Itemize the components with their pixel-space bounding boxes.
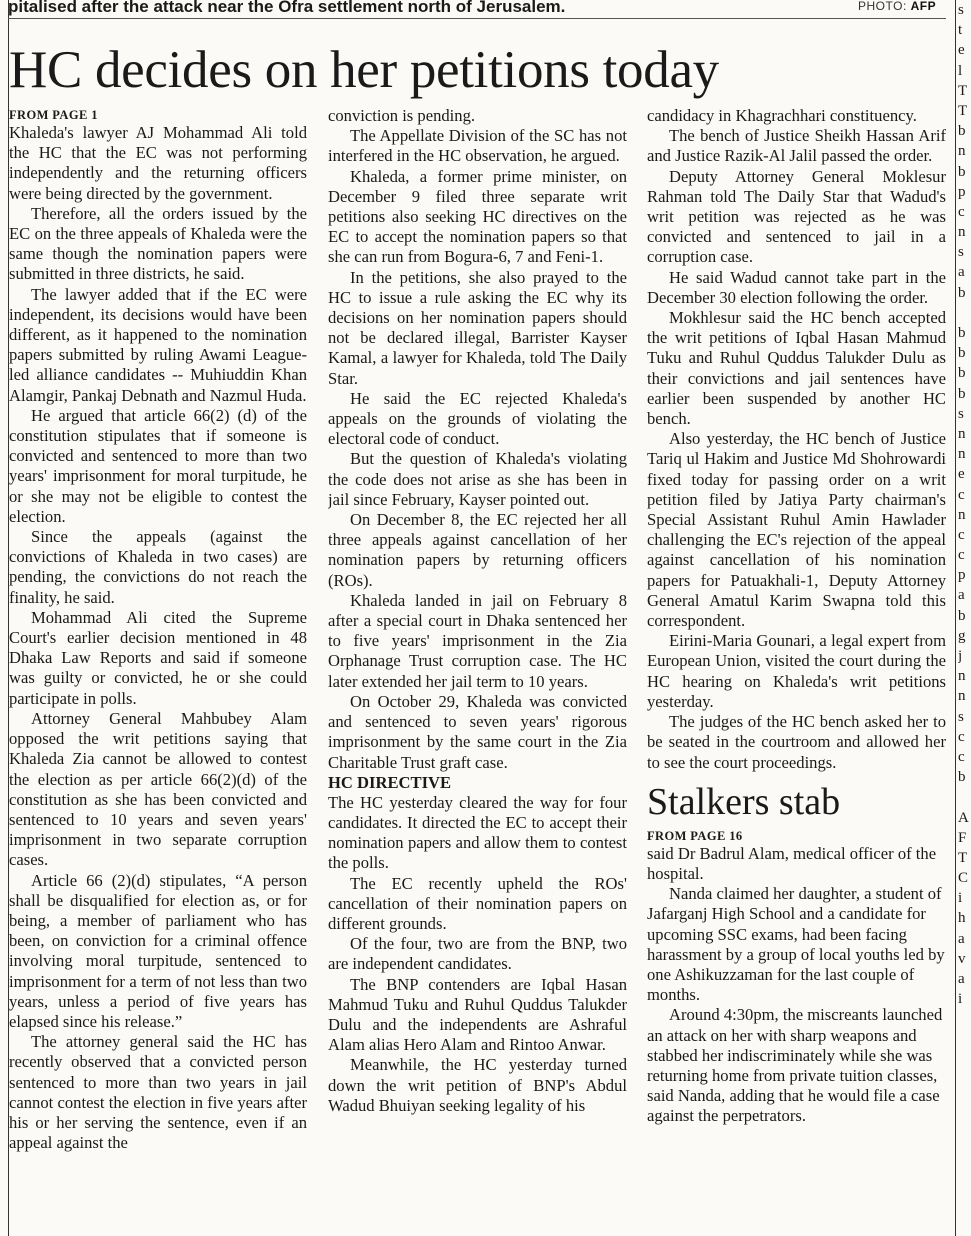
fragment-letter: n	[958, 224, 966, 241]
fragment-letter: t	[958, 22, 963, 39]
paragraph: He said the EC rejected Khaleda's appeals on the grounds of violating the electoral code of conduct.	[328, 388, 627, 449]
fragment-letter: j	[958, 648, 963, 664]
fragment-letter: c	[958, 486, 965, 503]
section-subhead: HC DIRECTIVE	[328, 772, 452, 792]
paragraph: candidacy in Khagrachhari constituency.	[647, 106, 917, 125]
fragment-letter: T	[958, 849, 968, 866]
article-column-3	[647, 106, 946, 1127]
fragment-letter	[958, 303, 971, 323]
paragraph: Mohammad Ali cited the Supreme Court's earlier decision mentioned in 48 Dhaka Law Reports and said if someone was guilty or convicted, he or she could participate in polls.	[9, 607, 307, 708]
fragment-letter: c	[958, 526, 965, 543]
paragraph: Around 4:30pm, the miscreants launched an attack on her with sharp weapons and stabbed her indiscriminately while she was returning home from private tuition classes, said Nanda, adding that he would file a case against the perpetrators.	[647, 1005, 943, 1126]
right-column-rule	[955, 0, 956, 1236]
article-headline: HC decides on her petitions today	[9, 41, 719, 99]
paragraph: Attorney General Mahbubey Alam opposed the writ petitions saying that Khaleda Zia cannot be allowed to contest the election as per article 66(2)(d) of the constitution as she has been convicted and sentenced to 10 years and seven years' imprisonment in two separate corruption cases.	[9, 708, 307, 870]
paragraph: On December 8, the EC rejected her all three appeals against cancellation of her nomination papers by returning officers (ROs).	[328, 510, 627, 590]
paragraph: Nanda claimed her daughter, a student of Jafarganj High School and a candidate for upcoming SSC exams, had been facing harassment by a group of local youths led by one Ashikuzzaman for the last couple of months.	[647, 884, 945, 1005]
fragment-letter: b	[958, 385, 966, 402]
fragment-letter: T	[958, 102, 968, 119]
paragraph: The bench of Justice Sheikh Hassan Arif and Justice Razik-Al Jalil passed the order.	[647, 126, 946, 166]
photo-credit	[858, 0, 936, 13]
paragraph: The BNP contenders are Iqbal Hasan Mahmud Tuku and Ruhul Quddus Talukder Dulu and the independents are Ashraful Alam alias Hero Alam and Rintoo Anwar.	[328, 974, 627, 1055]
paragraph: Khaleda landed in jail on February 8 after a special court in Dhaka sentenced her to five years' imprisonment in the Zia Orphanage Trust corruption case. The HC later extended her jail term to 10 years.	[328, 590, 627, 691]
fragment-letter: b	[958, 325, 966, 341]
paragraph: Therefore, all the orders issued by the EC on the three appeals of Khaleda were the same though the nomination papers were submitted in three districts, he said.	[9, 203, 307, 284]
fragment-letter: l	[958, 62, 963, 79]
paragraph: Since the appeals (against the convictions of Khaleda in two cases) are pending, the convictions do not reach the finality, he said.	[9, 527, 307, 607]
column-1-body	[9, 123, 307, 1153]
paragraph: The lawyer added that if the EC were independent, its decisions would have been different, as it happened to the nomination papers submitted by ruling Awami League-led alliance candidates -- Muhiuddin Khan Alamgir, Pankaj Debnath and Nazmul Huda.	[9, 284, 307, 405]
paragraph: The Appellate Division of the SC has not interfered in the HC observation, he argued.	[328, 126, 627, 166]
paragraph: The judges of the HC bench asked her to be seated in the courtroom and allowed her to see the court proceedings.	[647, 712, 946, 772]
paragraph: The EC recently upheld the ROs' cancellation of their nomination papers on different grounds.	[328, 873, 627, 933]
fragment-letter: v	[958, 950, 966, 967]
fragment-letter: a	[958, 971, 965, 987]
paragraph: The HC yesterday cleared the way for four candidates. It directed the EC to accept their nomination papers and allow them to contest the polls.	[328, 792, 627, 873]
fragment-letter: c	[958, 547, 965, 564]
paragraph: Article 66 (2)(d) stipulates, “A person shall be disqualified for election as, or for being, a member of parliament who has been, on conviction for a criminal offence involving moral turpitude, sentenced to imprisonment for a term of not less than two years, unless a period of five years has elapsed since his release.”	[9, 870, 307, 1031]
fragment-letter: F	[958, 829, 967, 846]
paragraph: Khaleda's lawyer AJ Mohammad Ali told the HC that the EC was not performing independently and the returning officers were being directed by the government.	[9, 123, 307, 203]
second-story-body	[647, 844, 946, 1127]
fragment-letter: b	[958, 769, 966, 786]
paragraph: In the petitions, she also prayed to the HC to issue a rule asking the EC why its decisions on her nomination papers should not be declared illegal, Barrister Kayser Kamal, a lawyer for Khaleda, told The Daily Star.	[328, 267, 627, 388]
fragment-letter: b	[958, 284, 966, 301]
fragment-letter: e	[958, 42, 965, 59]
fragment-letter	[958, 1009, 971, 1029]
fragment-letter: i	[958, 991, 963, 1008]
paragraph: Also yesterday, the HC bench of Justice Tariq ul Hakim and Justice Md Shohrowardi fixed today for passing order on a writ petition filed by Jatiya Party chairman's Special Assistant Ruhul Amin Hawlader challenging the EC's rejection of the appeal against cancellation of his nomination papers for Patuakhali-1, Deputy Attorney General Amatul Karim Swapna told this correspondent.	[647, 429, 946, 631]
second-story-kicker: FROM PAGE 16	[647, 828, 743, 843]
paragraph: said Dr Badrul Alam, medical officer of the hospital.	[647, 843, 937, 883]
fragment-letter: a	[958, 930, 965, 947]
article-column-1	[9, 106, 307, 1153]
fragment-letter: p	[958, 183, 966, 200]
paragraph: Mokhlesur said the HC bench accepted the writ petitions of Iqbal Hasan Mahmud Tuku and Ruhul Quddus Talukder Dulu as their convictions and jail sentences have earlier been suspended by another HC bench.	[647, 308, 946, 429]
fragment-letter: A	[958, 809, 969, 826]
article-column-2	[328, 106, 627, 1116]
fragment-letter: n	[958, 688, 966, 705]
fragment-letter: h	[958, 910, 966, 927]
fragment-letter: a	[958, 587, 965, 604]
fragment-letter: e	[958, 466, 965, 483]
paragraph: He said Wadud cannot take part in the December 30 election following the order.	[647, 267, 946, 307]
photo-credit-label: PHOTO:	[858, 0, 907, 13]
paragraph: He argued that article 66(2) (d) of the constitution stipulates that if someone is convicted and sentenced to more than two years' imprisonment for moral turpitude, he or she may not be eligible to contest the election.	[9, 405, 307, 526]
fragment-letter: b	[958, 365, 966, 382]
fragment-letter: b	[958, 123, 966, 140]
paragraph: Eirini-Maria Gounari, a legal expert from European Union, visited the court during the HC hearing on Khaleda's writ petitions yesterday.	[647, 631, 946, 711]
fragment-letter: n	[958, 506, 966, 523]
adjacent-column-fragment	[958, 0, 971, 1236]
fragment-letter	[958, 787, 971, 807]
fragment-letter: s	[958, 2, 964, 18]
paragraph: Meanwhile, the HC yesterday turned down the writ petition of BNP's Abdul Wadud Bhuiyan seeking legality of his	[328, 1055, 627, 1115]
fragment-letter: n	[958, 446, 966, 463]
fragment-letter: T	[958, 82, 968, 99]
paragraph: Khaleda, a former prime minister, on December 9 filed three separate writ petitions also seeking HC directives on the EC to accept the nomination papers so that she can run from Bogura-6, 7 and Feni-1.	[328, 166, 627, 267]
fragment-letter: i	[958, 890, 963, 907]
fragment-letter: p	[958, 567, 966, 584]
top-divider	[8, 18, 946, 19]
fragment-letter: c	[958, 203, 965, 220]
photo-caption: pitalised after the attack near the Ofra settlement north of Jerusalem.	[8, 0, 566, 16]
paragraph: On October 29, Khaleda was convicted and sentenced to seven years' rigorous imprisonment by the same court in the Zia Charitable Trust graft case.	[328, 691, 627, 772]
paragraph: Of the four, two are from the BNP, two are independent candidates.	[328, 934, 627, 974]
paragraph: Deputy Attorney General Moklesur Rahman told The Daily Star that Wadud's writ petition was rejected as he was convicted and sentenced to jail in a corruption case.	[647, 166, 946, 267]
fragment-letter: s	[958, 244, 964, 261]
fragment-letter: n	[958, 668, 966, 685]
second-story-headline: Stalkers stab	[647, 780, 841, 823]
paragraph: The attorney general said the HC has recently observed that a convicted person sentenced to more than two years in jail cannot contest the election in five years after his or her serving the sentence, even if an appeal against the	[9, 1032, 307, 1153]
fragment-letter: a	[958, 264, 965, 281]
paragraph: But the question of Khaleda's violating the code does not arise as she has been in jail since February, Kayser pointed out.	[328, 449, 627, 509]
fragment-letter: b	[958, 345, 966, 362]
fragment-letter: b	[958, 607, 966, 624]
fragment-letter: c	[958, 748, 965, 765]
fragment-letter: s	[958, 708, 964, 725]
fragment-letter: n	[958, 425, 966, 442]
fragment-letter: g	[958, 627, 966, 644]
fragment-letter: n	[958, 143, 966, 160]
photo-credit-source: AFP	[910, 0, 937, 13]
fragment-letter: C	[958, 870, 969, 887]
continuation-kicker: FROM PAGE 1	[9, 108, 98, 122]
paragraph: conviction is pending.	[328, 106, 476, 125]
fragment-letter: b	[958, 163, 966, 180]
fragment-letter: c	[958, 728, 965, 745]
fragment-letter: s	[958, 405, 964, 422]
